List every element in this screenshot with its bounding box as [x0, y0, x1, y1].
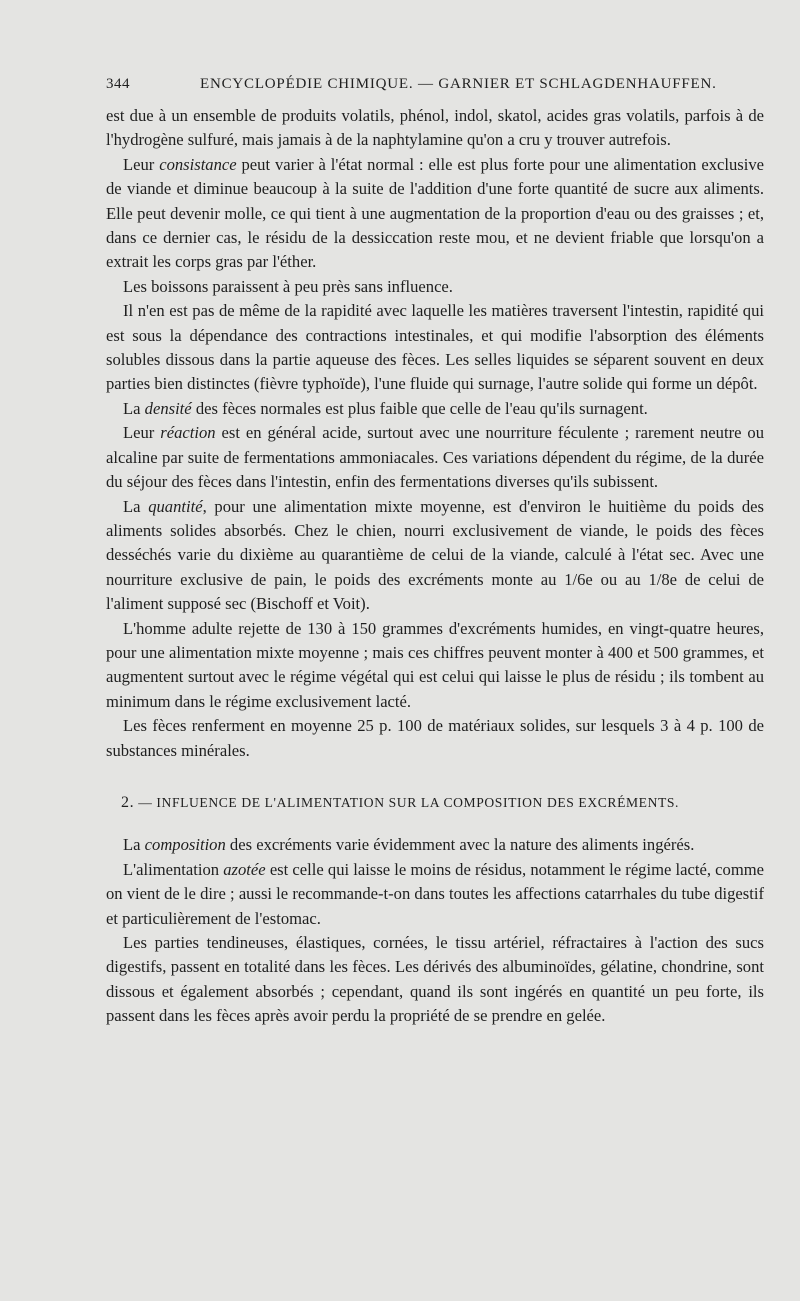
- page-number: 344: [106, 76, 130, 92]
- italic-term: composition: [144, 835, 226, 855]
- text-run: La: [123, 496, 149, 516]
- text-run: est due à un ensemble de produits volatils, phénol, indol, skatol, acides gras volatils, parfois à de l'hydrogène sulfuré, mais jamais à de la naphtylamine qu'on a cru y trouver autrefois.: [106, 106, 764, 150]
- text-run: Les fèces renferment en moyenne 25 p. 100 de matériaux solides, sur lesquels 3 à 4 p. 100 de substances minérales.: [106, 716, 764, 760]
- paragraph: [106, 421, 764, 494]
- text-run: La: [123, 835, 145, 855]
- text-run: L'homme adulte rejette de 130 à 150 grammes d'excréments humides, en vingt-quatre heures, pour une alimentation mixte moyenne ; mais ces chiffres peuvent monter à 400 et 500 grammes, et augmentent surtout avec le régime végétal qui est celui qui laisse le plus de résidu ; ils tombent au minimum dans le régime exclusivement lacté.: [106, 618, 764, 711]
- italic-term: réaction: [160, 423, 216, 443]
- text-run: des fèces normales est plus faible que celle de l'eau qu'ils surnagent.: [191, 398, 648, 418]
- section-title: INFLUENCE DE L'ALIMENTATION SUR LA COMPOSITION DES EXCRÉMENTS.: [156, 794, 680, 810]
- text-run: , pour une alimentation mixte moyenne, est d'environ le huitième du poids des aliments solides absorbés. Chez le chien, nourri exclusivement de viande, le poids des fèces desséchés varie du dixième au quarantième de celui de la viande, calculé à l'état sec. Avec une nourriture exclusive de pain, le poids des excréments monte au 1/6e ou au 1/8e de celui de l'aliment supposé sec (Bischoff et Voit).: [106, 496, 764, 614]
- italic-term: azotée: [223, 859, 266, 879]
- section-dash: —: [138, 794, 153, 810]
- italic-term: consistance: [159, 154, 237, 174]
- text-body: [106, 104, 764, 1029]
- text-run: Leur: [123, 423, 161, 443]
- section-number: 2.: [121, 793, 135, 811]
- text-run: Il n'en est pas de même de la rapidité avec laquelle les matières traversent l'intestin, rapidité qui est sous la dépendance des contractions intestinales, et qui modifie l'absorption des éléments solubles dissous dans la partie aqueuse des fèces. Les selles liquides se séparent souvent en deux parties bien distinctes (fièvre typhoïde), l'une fluide qui surnage, l'autre solide qui forme un dépôt.: [106, 301, 764, 394]
- section-heading: [106, 791, 764, 815]
- italic-term: quantité: [148, 496, 203, 516]
- paragraph: [106, 495, 764, 617]
- text-run: La: [123, 398, 145, 418]
- text-run: Les parties tendineuses, élastiques, cornées, le tissu artériel, réfractaires à l'action des sucs digestifs, passent en totalité dans les fèces. Les dérivés des albuminoïdes, gélatine, chondrine, sont dissous et également absorbés ; cependant, quand ils sont ingérés en quantité un peu forte, ils passent dans les fèces après avoir perdu la propriété de se prendre en gelée.: [106, 933, 764, 1026]
- paragraph-group-2: [106, 833, 764, 1028]
- paragraph: [106, 104, 764, 153]
- paragraph: [106, 617, 764, 715]
- text-run: des excréments varie évidemment avec la nature des aliments ingérés.: [225, 835, 695, 855]
- paragraph: [106, 714, 764, 763]
- text-run: Les boissons paraissent à peu près sans influence.: [123, 276, 453, 296]
- paragraph-group-1: [106, 104, 764, 763]
- paragraph: [106, 858, 764, 931]
- text-run: peut varier à l'état normal : elle est plus forte pour une alimentation exclusive de viande et diminue beaucoup à la suite de l'addition d'une forte quantité de sucre aux aliments. Elle peut devenir molle, ce qui tient à une augmentation de la proportion d'eau ou des graisses ; et, dans ce dernier cas, le résidu de la dessiccation reste mou, et ne devient friable que lorsqu'on a extrait les corps gras par l'éther.: [106, 154, 764, 272]
- paragraph: [106, 931, 764, 1029]
- text-run: L'alimentation: [123, 859, 224, 879]
- paragraph: [106, 397, 764, 421]
- paragraph: [106, 833, 764, 857]
- text-run: est celle qui laisse le moins de résidus, notamment le régime lacté, comme on vient de le dire ; aussi le recommande-t-on dans toutes les affections catarrhales du tube digestif et particulièrement de l'estomac.: [106, 859, 764, 928]
- paragraph: [106, 299, 764, 397]
- paragraph: [106, 275, 764, 299]
- text-run: est en général acide, surtout avec une nourriture féculente ; rarement neutre ou alcaline par suite de fermentations ammoniacales. Ces variations dépendent du régime, de la durée du séjour des fèces dans l'intestin, enfin des fermentations diverses qu'ils subissent.: [106, 423, 764, 492]
- text-run: Leur: [123, 154, 160, 174]
- paragraph: [106, 153, 764, 275]
- italic-term: densité: [144, 398, 192, 418]
- running-title: ENCYCLOPÉDIE CHIMIQUE. — GARNIER ET SCHLAGDENHAUFFEN.: [200, 76, 717, 92]
